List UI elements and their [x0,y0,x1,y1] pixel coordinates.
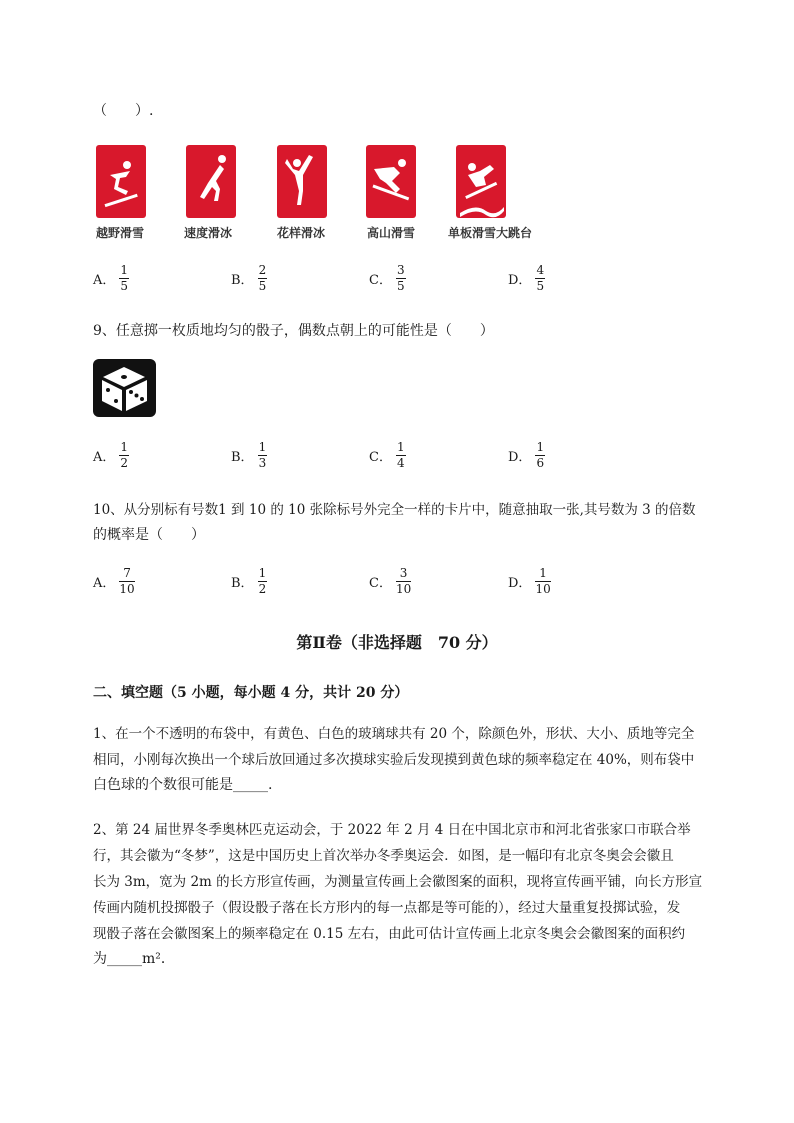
sport-label: 高山滑雪 [367,226,416,240]
part2-heading: 二、填空题（5 小题，每小题 4 分，共计 20 分） [93,685,409,701]
q9-option-b: B． $\frac{1}{3}$ [231,440,267,470]
figure-skating-icon [277,145,327,218]
fill2-line: 行，其会徽为“冬梦”，这是中国历史上首次举办冬季奥运会．如图，是一幅印有北京冬奥会会徽且 [93,848,674,864]
fill1-line: 白色球的个数很可能是_____. [93,777,273,793]
section-title: 第Ⅱ卷（非选择题 70 分） [296,633,498,652]
snowboard-big-air-icon [456,145,506,218]
fill2-line: 长为 3m，宽为 2m 的长方形宣传画，为测量宣传画上会徽图案的面积，现将宣传画平铺，向长方形宣 [93,874,703,890]
fill2-line: 为_____m²． [93,951,175,967]
q8-option-a: A． $\frac{1}{5}$ [93,263,129,293]
q8-option-c: C． $\frac{3}{5}$ [369,263,405,293]
q10-text-line1: 10、从分别标有号数1 到 10 的 10 张除标号外完全一样的卡片中，随意抽取一张,其号数为 3 的倍数 [93,502,696,518]
fill1-line: 1、在一个不透明的布袋中，有黄色、白色的玻璃球共有 20 个，除颜色外，形状、大小、质地等完全 [93,726,695,742]
q8-answer-paren: （ ）. [93,103,154,119]
q10-text-line2: 的概率是（ ） [93,527,205,543]
fill2-line: 2、第 24 届世界冬季奥林匹克运动会，于 2022 年 2 月 4 日在中国北京市和河北省张家口市联合举 [93,822,691,838]
q9-option-c: C． $\frac{1}{4}$ [369,440,405,470]
speed-skating-icon [186,145,236,218]
q9-option-a: A． $\frac{1}{2}$ [93,440,129,470]
q8-option-d: D． $\frac{4}{5}$ [508,263,545,293]
q10-option-a: A． $\frac{7}{10}$ [93,566,135,596]
sport-label: 越野滑雪 [96,226,145,240]
sport-label: 单板滑雪大跳台 [448,226,533,240]
q10-option-b: B． $\frac{1}{2}$ [231,566,267,596]
q10-option-c: C． $\frac{3}{10}$ [369,566,412,596]
q9-option-d: D． $\frac{1}{6}$ [508,440,545,470]
alpine-skiing-icon [366,145,416,218]
cross-country-skiing-icon [96,145,146,218]
q9-text: 9、任意掷一枚质地均匀的骰子，偶数点朝上的可能性是（ ） [93,323,494,339]
fill1-line: 相同，小刚每次换出一个球后放回通过多次摸球实验后发现摸到黄色球的频率稳定在 40%，则布袋中 [93,752,695,768]
q8-option-b: B． $\frac{2}{5}$ [231,263,267,293]
fill2-line: 传画内随机投掷骰子（假设骰子落在长方形内的每一点都是等可能的），经过大量重复投掷试验，发 [93,900,681,916]
q10-option-d: D． $\frac{1}{10}$ [508,566,551,596]
sport-label: 花样滑冰 [277,226,326,240]
fill2-line: 现骰子落在会徽图案上的频率稳定在 0.15 左右，由此可估计宣传画上北京冬奥会会徽图案的面积约 [93,926,686,942]
dice-icon [93,359,156,417]
sport-label: 速度滑冰 [184,226,233,240]
